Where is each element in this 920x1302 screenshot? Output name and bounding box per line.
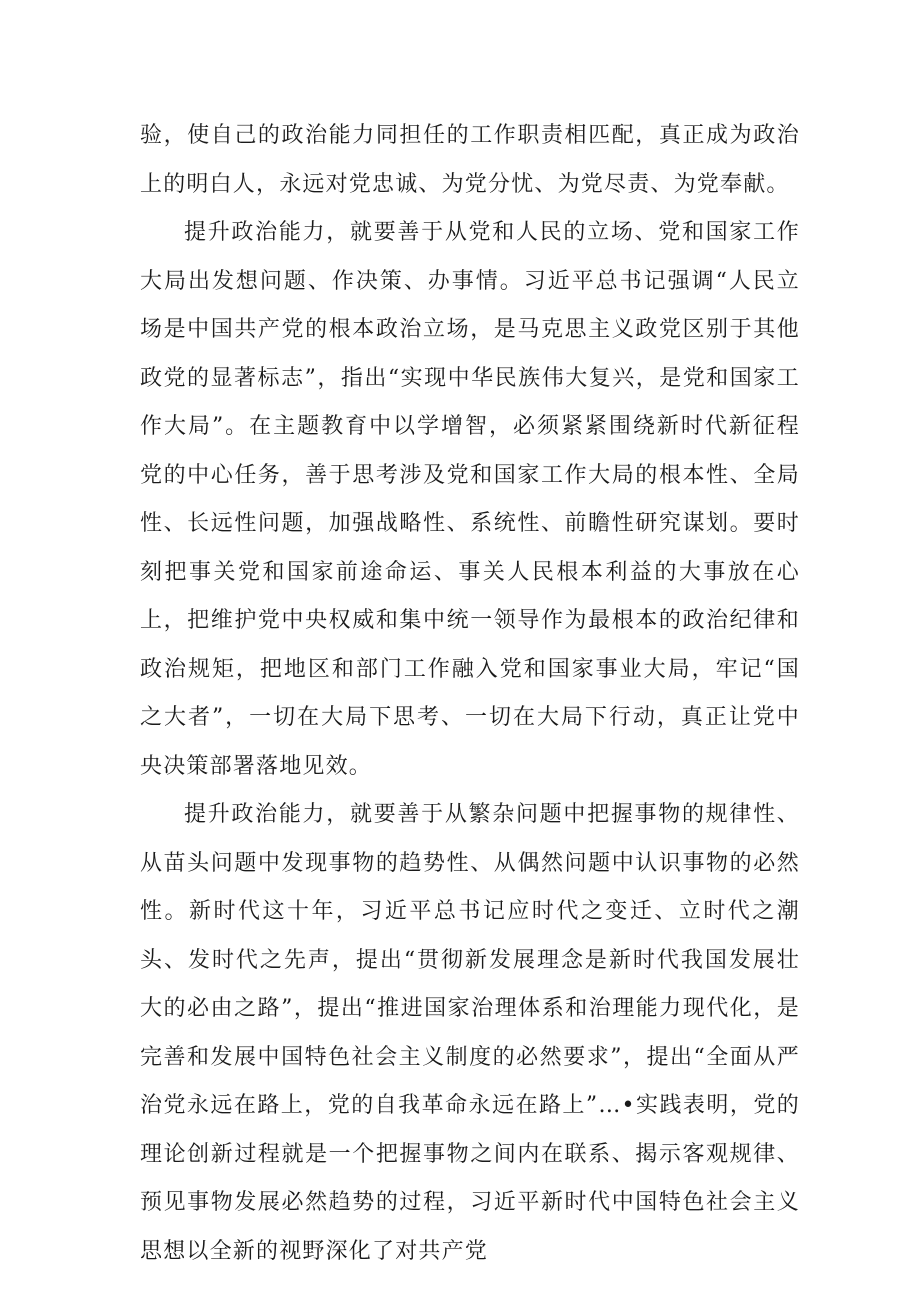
paragraph-continued: 验，使自己的政治能力同担任的工作职责相匹配，真正成为政治上的明白人，永远对党忠诚、为党分忧、为党尽责、为党奉献。 bbox=[140, 123, 800, 197]
paragraph-central-work: 提升政治能力，就要善于从党和人民的立场、党和国家工作大局出发想问题、作决策、办事情。习近平总书记强调“人民立场是中国共产党的根本政治立场，是马克思主义政党区别于其他政党的显著标志”，指出“实现中华民族伟大复兴，是党和国家工作大局”。在主题教育中以学增智，必须紧紧围绕新时代新征程党的中心任务，善于思考涉及党和国家工作大局的根本性、全局性、长远性问题，加强战略性、系统性、前瞻性研究谋划。要时刻把事关党和国家前途命运、事关人民根本利益的大事放在心上，把维护党中央权威和集中统一领导作为最根本的政治纪律和政治规矩，把地区和部门工作融入党和国家事业大局，牢记“国之大者”，一切在大局下思考、一切在大局下行动，真正让党中央决策部署落地见效。 bbox=[140, 220, 800, 779]
body-text bbox=[140, 112, 800, 1276]
paragraph-laws-trends: 提升政治能力，就要善于从繁杂问题中把握事物的规律性、从苗头问题中发现事物的趋势性、从偶然问题中认识事物的必然性。新时代这十年，习近平总书记应时代之变迁、立时代之潮头、发时代之先声，提出“贯彻新发展理念是新时代我国发展壮大的必由之路”，提出“推进国家治理体系和治理能力现代化，是完善和发展中国特色社会主义制度的必然要求”，提出“全面从严治党永远在路上，党的自我革命永远在路上”…•实践表明，党的理论创新过程就是一个把握事物之间内在联系、揭示客观规律、预见事物发展必然趋势的过程，习近平新时代中国特色社会主义思想以全新的视野深化了对共产党 bbox=[140, 802, 800, 1264]
